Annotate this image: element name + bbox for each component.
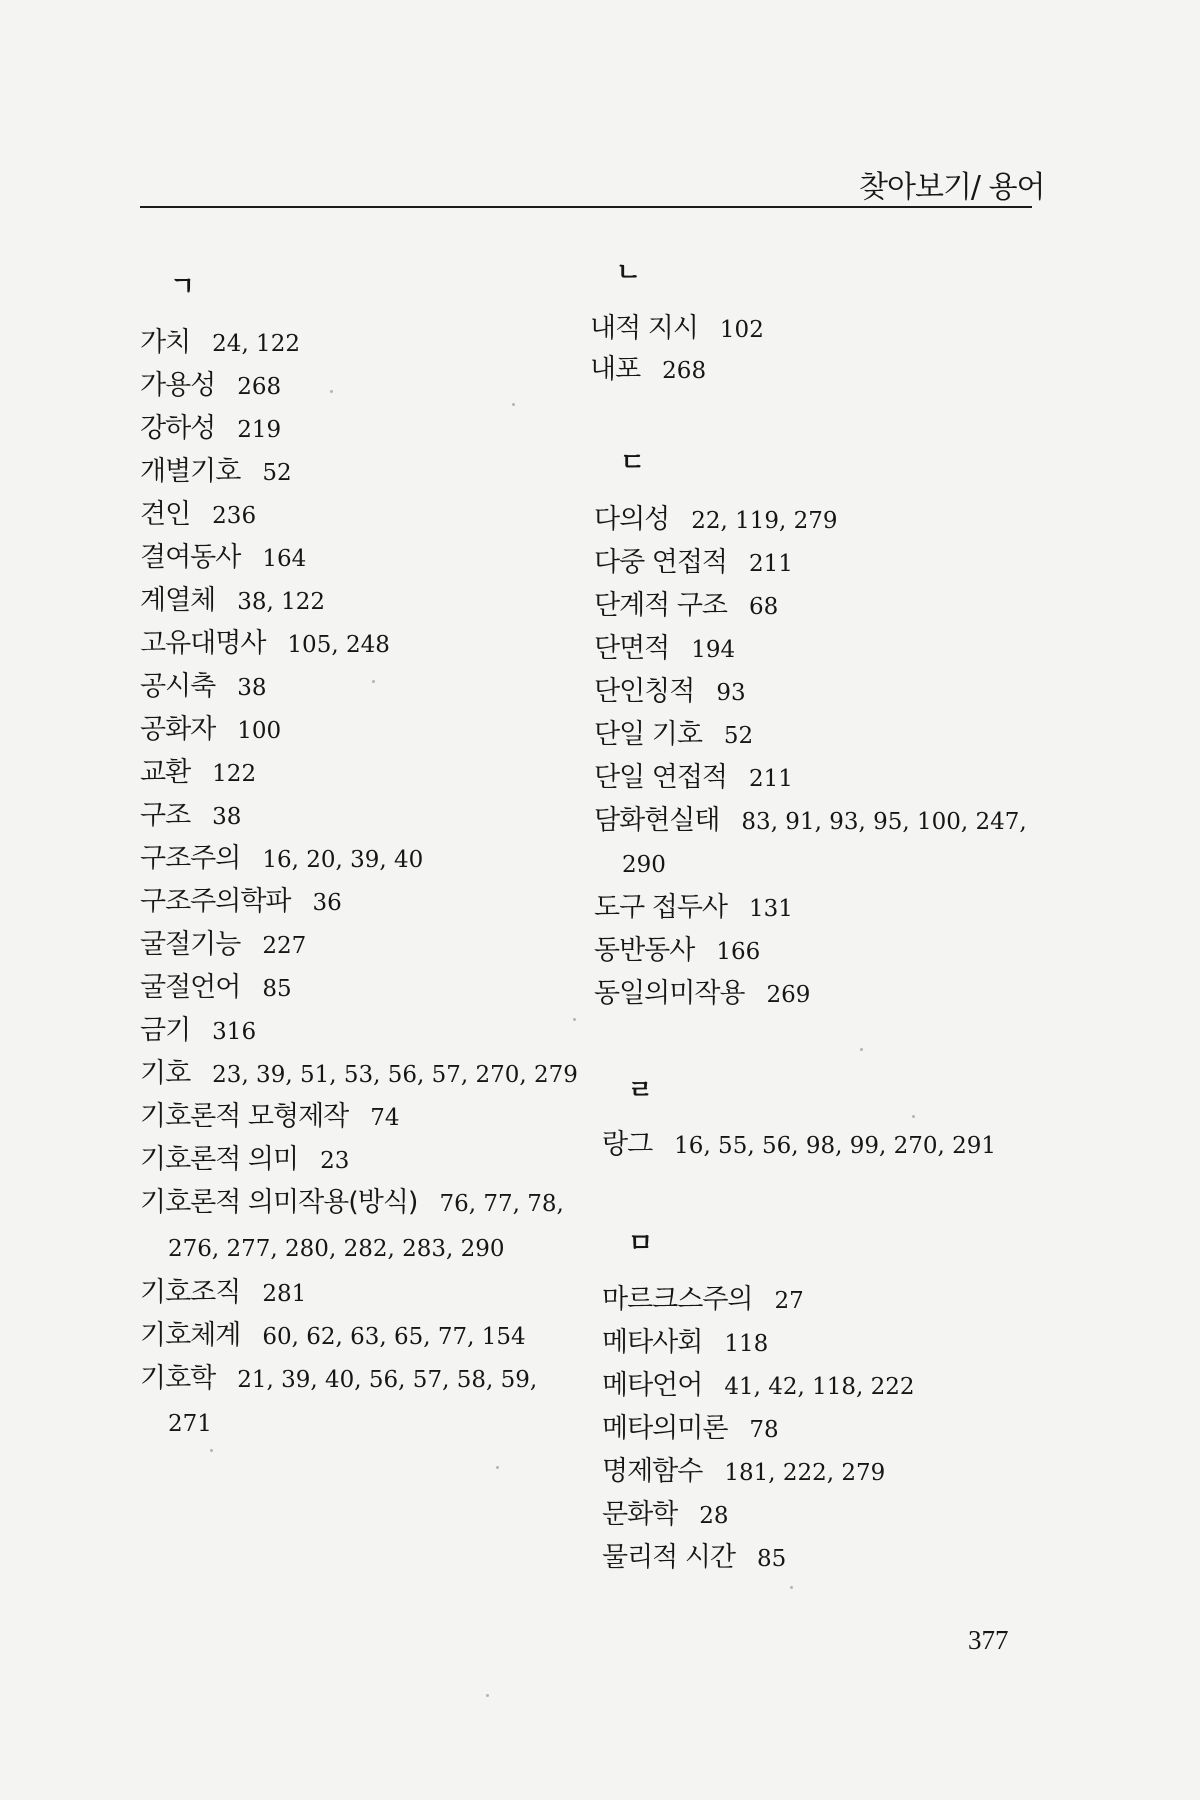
index-term: 개별기호 xyxy=(140,456,241,487)
page-references: 21, 39, 40, 56, 57, 58, 59, xyxy=(237,1367,538,1393)
index-term: 메타사회 xyxy=(602,1327,703,1358)
index-entry xyxy=(594,807,1027,834)
page-references: 268 xyxy=(662,358,707,384)
page-references: 27 xyxy=(774,1288,804,1314)
index-term: 기호 xyxy=(140,1058,191,1089)
scan-speck xyxy=(512,403,515,406)
running-head: 찾아보기/ 용어 xyxy=(859,170,1045,205)
page-references: 281 xyxy=(262,1281,307,1307)
index-term: 내포 xyxy=(590,354,641,385)
index-entry xyxy=(602,1501,729,1528)
index-term: 랑그 xyxy=(602,1129,653,1160)
page-references-continuation: 271 xyxy=(168,1411,212,1437)
index-term: 기호론적 의미 xyxy=(140,1144,299,1175)
index-entry xyxy=(140,1017,256,1044)
index-entry xyxy=(140,630,390,657)
index-term: 구조주의학파 xyxy=(140,886,291,917)
scan-speck xyxy=(210,1449,213,1452)
index-entry xyxy=(594,635,735,662)
section-label-giyeok: ㄱ xyxy=(170,272,196,302)
page-references: 85 xyxy=(757,1546,787,1572)
index-entry xyxy=(140,1279,306,1306)
page-references: 24, 122 xyxy=(212,331,300,357)
page-references: 41, 42, 118, 222 xyxy=(724,1374,915,1400)
index-term: 단일 연접적 xyxy=(594,762,727,793)
index-entry xyxy=(594,937,760,964)
page-references: 83, 91, 93, 95, 100, 247, xyxy=(741,809,1027,835)
index-term: 공시축 xyxy=(140,671,216,702)
index-entry xyxy=(140,544,306,571)
page-references: 105, 248 xyxy=(287,632,390,658)
scan-speck xyxy=(486,1694,489,1697)
page-references: 211 xyxy=(749,551,793,577)
page-references: 23, 39, 51, 53, 56, 57, 270, 279 xyxy=(212,1062,578,1088)
index-entry xyxy=(602,1372,915,1399)
index-entry xyxy=(140,759,256,786)
index-term: 다의성 xyxy=(594,504,670,535)
page-references: 164 xyxy=(262,546,307,572)
page-references: 211 xyxy=(749,766,793,792)
index-entry xyxy=(140,501,256,528)
index-term: 기호체계 xyxy=(140,1320,241,1351)
index-entry xyxy=(140,888,342,915)
page-references: 131 xyxy=(749,896,793,922)
index-term: 계열체 xyxy=(140,585,216,616)
index-entry xyxy=(140,1365,537,1392)
index-term: 동반동사 xyxy=(594,935,695,966)
index-entry xyxy=(140,802,241,829)
index-term: 문화학 xyxy=(602,1499,678,1530)
index-entry xyxy=(594,721,753,748)
index-entry xyxy=(594,678,746,705)
index-term: 가용성 xyxy=(140,370,216,401)
page-references: 236 xyxy=(212,503,257,529)
page-references: 78 xyxy=(749,1417,779,1443)
page-references: 219 xyxy=(237,417,282,443)
index-term: 단인칭적 xyxy=(594,676,695,707)
index-term: 도구 접두사 xyxy=(594,892,727,923)
index-term: 메타의미론 xyxy=(602,1413,728,1444)
index-entry xyxy=(140,587,325,614)
index-entry xyxy=(602,1286,804,1313)
index-term: 고유대명사 xyxy=(140,628,266,659)
index-entry xyxy=(140,931,306,958)
index-term: 단면적 xyxy=(594,633,670,664)
index-term: 단계적 구조 xyxy=(594,590,727,621)
index-term: 담화현실태 xyxy=(594,805,720,836)
index-entry xyxy=(594,980,810,1007)
scan-speck xyxy=(496,1466,499,1469)
index-entry xyxy=(594,592,778,619)
index-entry xyxy=(140,673,267,700)
index-term: 기호론적 의미작용(방식) xyxy=(140,1187,418,1218)
page-references: 102 xyxy=(719,317,764,343)
page-references: 194 xyxy=(691,637,736,663)
page-references-continuation: 290 xyxy=(622,852,666,878)
index-entry xyxy=(140,1189,564,1216)
index-entry xyxy=(140,458,292,485)
page-references: 38 xyxy=(212,804,242,830)
page-references: 93 xyxy=(716,680,746,706)
scan-speck xyxy=(330,390,333,393)
section-label-rieul: ㄹ xyxy=(628,1076,654,1106)
page-references: 38 xyxy=(237,675,267,701)
section-label-digeut: ㄷ xyxy=(620,448,646,478)
scan-speck xyxy=(372,680,375,683)
index-entry xyxy=(140,415,281,442)
index-term: 단일 기호 xyxy=(594,719,702,750)
index-term: 내적 지시 xyxy=(590,313,698,344)
scan-speck xyxy=(912,1115,915,1118)
index-term: 물리적 시간 xyxy=(602,1542,735,1573)
page-references: 52 xyxy=(723,723,754,749)
index-term: 결여동사 xyxy=(140,542,241,573)
index-entry xyxy=(140,1103,400,1130)
index-term: 가치 xyxy=(140,327,191,358)
index-term: 금기 xyxy=(140,1015,191,1046)
index-entry xyxy=(140,845,423,872)
index-entry xyxy=(602,1544,786,1571)
header-rule xyxy=(140,206,1032,208)
page-references-continuation: 276, 277, 280, 282, 283, 290 xyxy=(168,1236,505,1262)
section-label-nieun: ㄴ xyxy=(616,258,642,288)
index-entry xyxy=(590,356,706,383)
page-references: 52 xyxy=(262,460,292,486)
index-entry xyxy=(140,1060,578,1087)
index-term: 마르크스주의 xyxy=(602,1284,753,1315)
page-references: 16, 20, 39, 40 xyxy=(262,847,424,873)
page-references: 268 xyxy=(237,374,282,400)
scan-speck xyxy=(790,1586,793,1589)
index-term: 다중 연접적 xyxy=(594,547,727,578)
index-entry xyxy=(140,1146,349,1173)
page-references: 269 xyxy=(766,982,811,1008)
index-entry xyxy=(140,1322,526,1349)
page-references: 227 xyxy=(262,933,307,959)
page-references: 68 xyxy=(749,594,779,620)
index-term: 메타언어 xyxy=(602,1370,703,1401)
index-term: 동일의미작용 xyxy=(594,978,745,1009)
index-term: 굴절기능 xyxy=(140,929,241,960)
index-entry xyxy=(602,1415,779,1442)
index-term: 굴절언어 xyxy=(140,972,241,1003)
index-term: 구조주의 xyxy=(140,843,241,874)
index-entry xyxy=(602,1131,996,1158)
index-term: 기호조직 xyxy=(140,1277,241,1308)
page-references: 38, 122 xyxy=(237,589,326,615)
index-entry xyxy=(590,315,764,342)
page-references: 60, 62, 63, 65, 77, 154 xyxy=(262,1324,526,1350)
section-label-mieum: ㅁ xyxy=(628,1229,654,1259)
index-term: 공화자 xyxy=(140,714,216,745)
page-references: 36 xyxy=(312,890,342,916)
index-entry xyxy=(594,764,793,791)
index-entry xyxy=(594,506,838,533)
index-entry xyxy=(140,974,292,1001)
index-entry xyxy=(594,894,793,921)
index-term: 구조 xyxy=(140,800,191,831)
index-entry xyxy=(140,716,281,743)
scan-speck xyxy=(860,1048,863,1051)
page-references: 316 xyxy=(212,1019,257,1045)
page-references: 22, 119, 279 xyxy=(691,508,838,534)
index-entry xyxy=(602,1329,768,1356)
page-references: 76, 77, 78, xyxy=(439,1191,564,1217)
scan-speck xyxy=(573,1018,576,1021)
index-entry xyxy=(140,372,281,399)
index-term: 명제함수 xyxy=(602,1456,703,1487)
index-entry xyxy=(602,1458,885,1485)
index-entry xyxy=(594,549,793,576)
page-references: 85 xyxy=(262,976,292,1002)
index-entry xyxy=(140,329,300,356)
index-term: 견인 xyxy=(140,499,191,530)
page-references: 100 xyxy=(237,718,282,744)
page-references: 166 xyxy=(716,939,761,965)
page-number: 377 xyxy=(968,1625,1009,1655)
page-references: 16, 55, 56, 98, 99, 270, 291 xyxy=(674,1133,997,1159)
page-references: 181, 222, 279 xyxy=(724,1460,886,1486)
page-references: 122 xyxy=(212,761,257,787)
page-references: 74 xyxy=(370,1105,400,1131)
index-term: 기호론적 모형제작 xyxy=(140,1101,349,1132)
page-references: 23 xyxy=(320,1148,350,1174)
page-references: 28 xyxy=(699,1503,729,1529)
index-term: 강하성 xyxy=(140,413,216,444)
page-references: 118 xyxy=(724,1331,769,1357)
index-term: 교환 xyxy=(140,757,191,788)
index-term: 기호학 xyxy=(140,1363,216,1394)
